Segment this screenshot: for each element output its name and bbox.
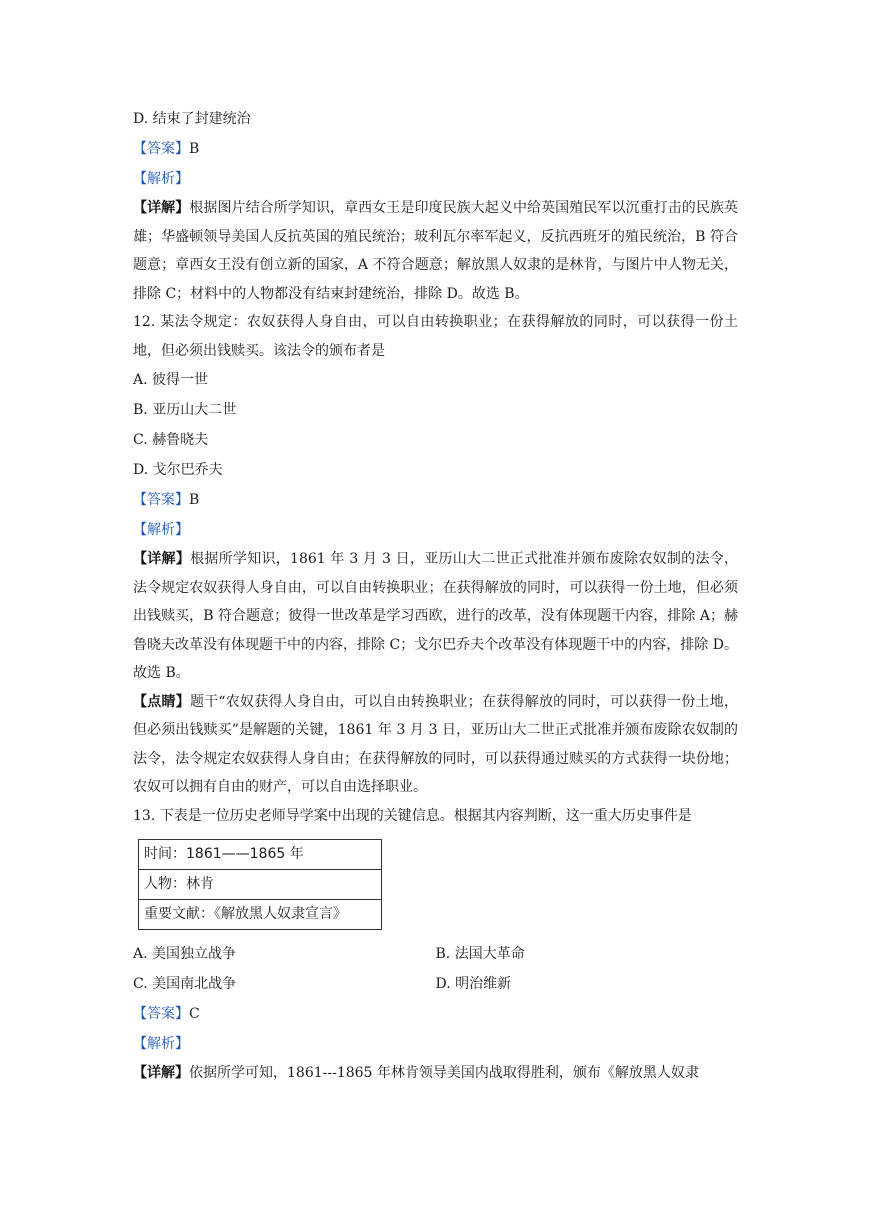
answer-value: B: [189, 492, 200, 508]
q12-answer: [133, 485, 738, 515]
q13-options-row-1: [133, 939, 738, 969]
comment-tag: 【点睛】: [133, 693, 190, 710]
detail-tag: 【详解】: [133, 200, 190, 216]
q13-option-b: B. 法国大革命: [435, 946, 525, 962]
q11-detail: [133, 194, 738, 308]
answer-value: C: [189, 1006, 200, 1022]
q13-option-c: C. 美国南北战争: [133, 976, 237, 992]
q12-option-d: D. 戈尔巴乔夫: [133, 462, 223, 478]
comment-text: 题干“农奴获得人身自由，可以自由转换职业；在获得解放的同时，可以获得一份土地，但必须出钱赎买”是解题的关键，1861 年 3 月 3 日，亚历山大二世正式批准并颁布废除农奴制的法令，法令规定农奴获得人身自由；在获得解放的同时，可以获得通过赎买的方式获得一块份地；农奴可以拥有自由的财产，可以自由选择职业。: [133, 693, 738, 795]
answer-tag: 【答案】: [133, 141, 189, 157]
q11-option-d: D. 结束了封建统治: [133, 111, 251, 127]
q12-question: 12. 某法令规定：农奴获得人身自由，可以自由转换职业；在获得解放的同时，可以获得一份土地，但必须出钱赎买。该法令的颁布者是: [133, 314, 738, 359]
answer-tag: 【答案】: [133, 1006, 189, 1022]
table-cell-time: 时间：1861——1865 年: [139, 840, 382, 870]
q12-detail: [133, 545, 738, 688]
q13-answer: [133, 999, 738, 1029]
table-row: [139, 900, 382, 930]
q13-option-d: D. 明治维新: [435, 976, 512, 992]
q11-answer: [133, 134, 738, 164]
q12-comment: [133, 688, 738, 802]
answer-tag: 【答案】: [133, 492, 189, 508]
q13-question: 13. 下表是一位历史老师导学案中出现的关键信息。根据其内容判断，这一重大历史事件是: [133, 807, 692, 824]
q13-option-a: A. 美国独立战争: [133, 946, 237, 962]
table-row: [139, 840, 382, 870]
q12-option-a: A. 彼得一世: [133, 372, 209, 388]
answer-value: B: [189, 141, 200, 157]
q12-analysis-tag: 【解析】: [133, 522, 189, 538]
q12-option-b: B. 亚历山大二世: [133, 402, 237, 418]
table-cell-document: 重要文献：《解放黑人奴隶宣言》: [139, 900, 382, 930]
table-row: [139, 870, 382, 900]
detail-text: 根据图片结合所学知识，章西女王是印度民族大起义中给英国殖民军以沉重打击的民族英雄；华盛顿领导美国人反抗英国的殖民统治；玻利瓦尔率军起义，反抗西班牙的殖民统治，B 符合题意；章西女王没有创立新的国家，A 不符合题意；解放黑人奴隶的是林肯，与图片中人物无关，排除 C；材料中的人物都没有结束封建统治，排除 D。故选 B。: [133, 200, 739, 302]
detail-text: 根据所学知识，1861 年 3 月 3 日，亚历山大二世正式批准并颁布废除农奴制的法令，法令规定农奴获得人身自由，可以自由转换职业；在获得解放的同时，可以获得一份土地，但必须出钱赎买，B 符合题意；彼得一世改革是学习西欧，进行的改革，没有体现题干内容，排除 A；赫鲁晓夫改革没有体现题干中的内容，排除 C；戈尔巴乔夫个改革没有体现题干中的内容，排除 D。故选 B。: [133, 551, 738, 681]
q13-info-table: [138, 839, 382, 930]
q13-detail: [133, 1059, 738, 1088]
detail-tag: 【详解】: [133, 551, 191, 567]
q12-option-c: C. 赫鲁晓夫: [133, 432, 209, 448]
detail-tag: 【详解】: [133, 1065, 189, 1081]
table-cell-person: 人物：林肯: [139, 870, 382, 900]
q11-analysis-tag: 【解析】: [133, 171, 189, 187]
q13-analysis-tag: 【解析】: [133, 1036, 189, 1052]
detail-text: 依据所学可知，1861---1865 年林肯领导美国内战取得胜利，颁布《解放黑人奴隶: [189, 1065, 699, 1081]
q13-options-row-2: [133, 969, 738, 999]
document-content: [133, 104, 738, 1088]
